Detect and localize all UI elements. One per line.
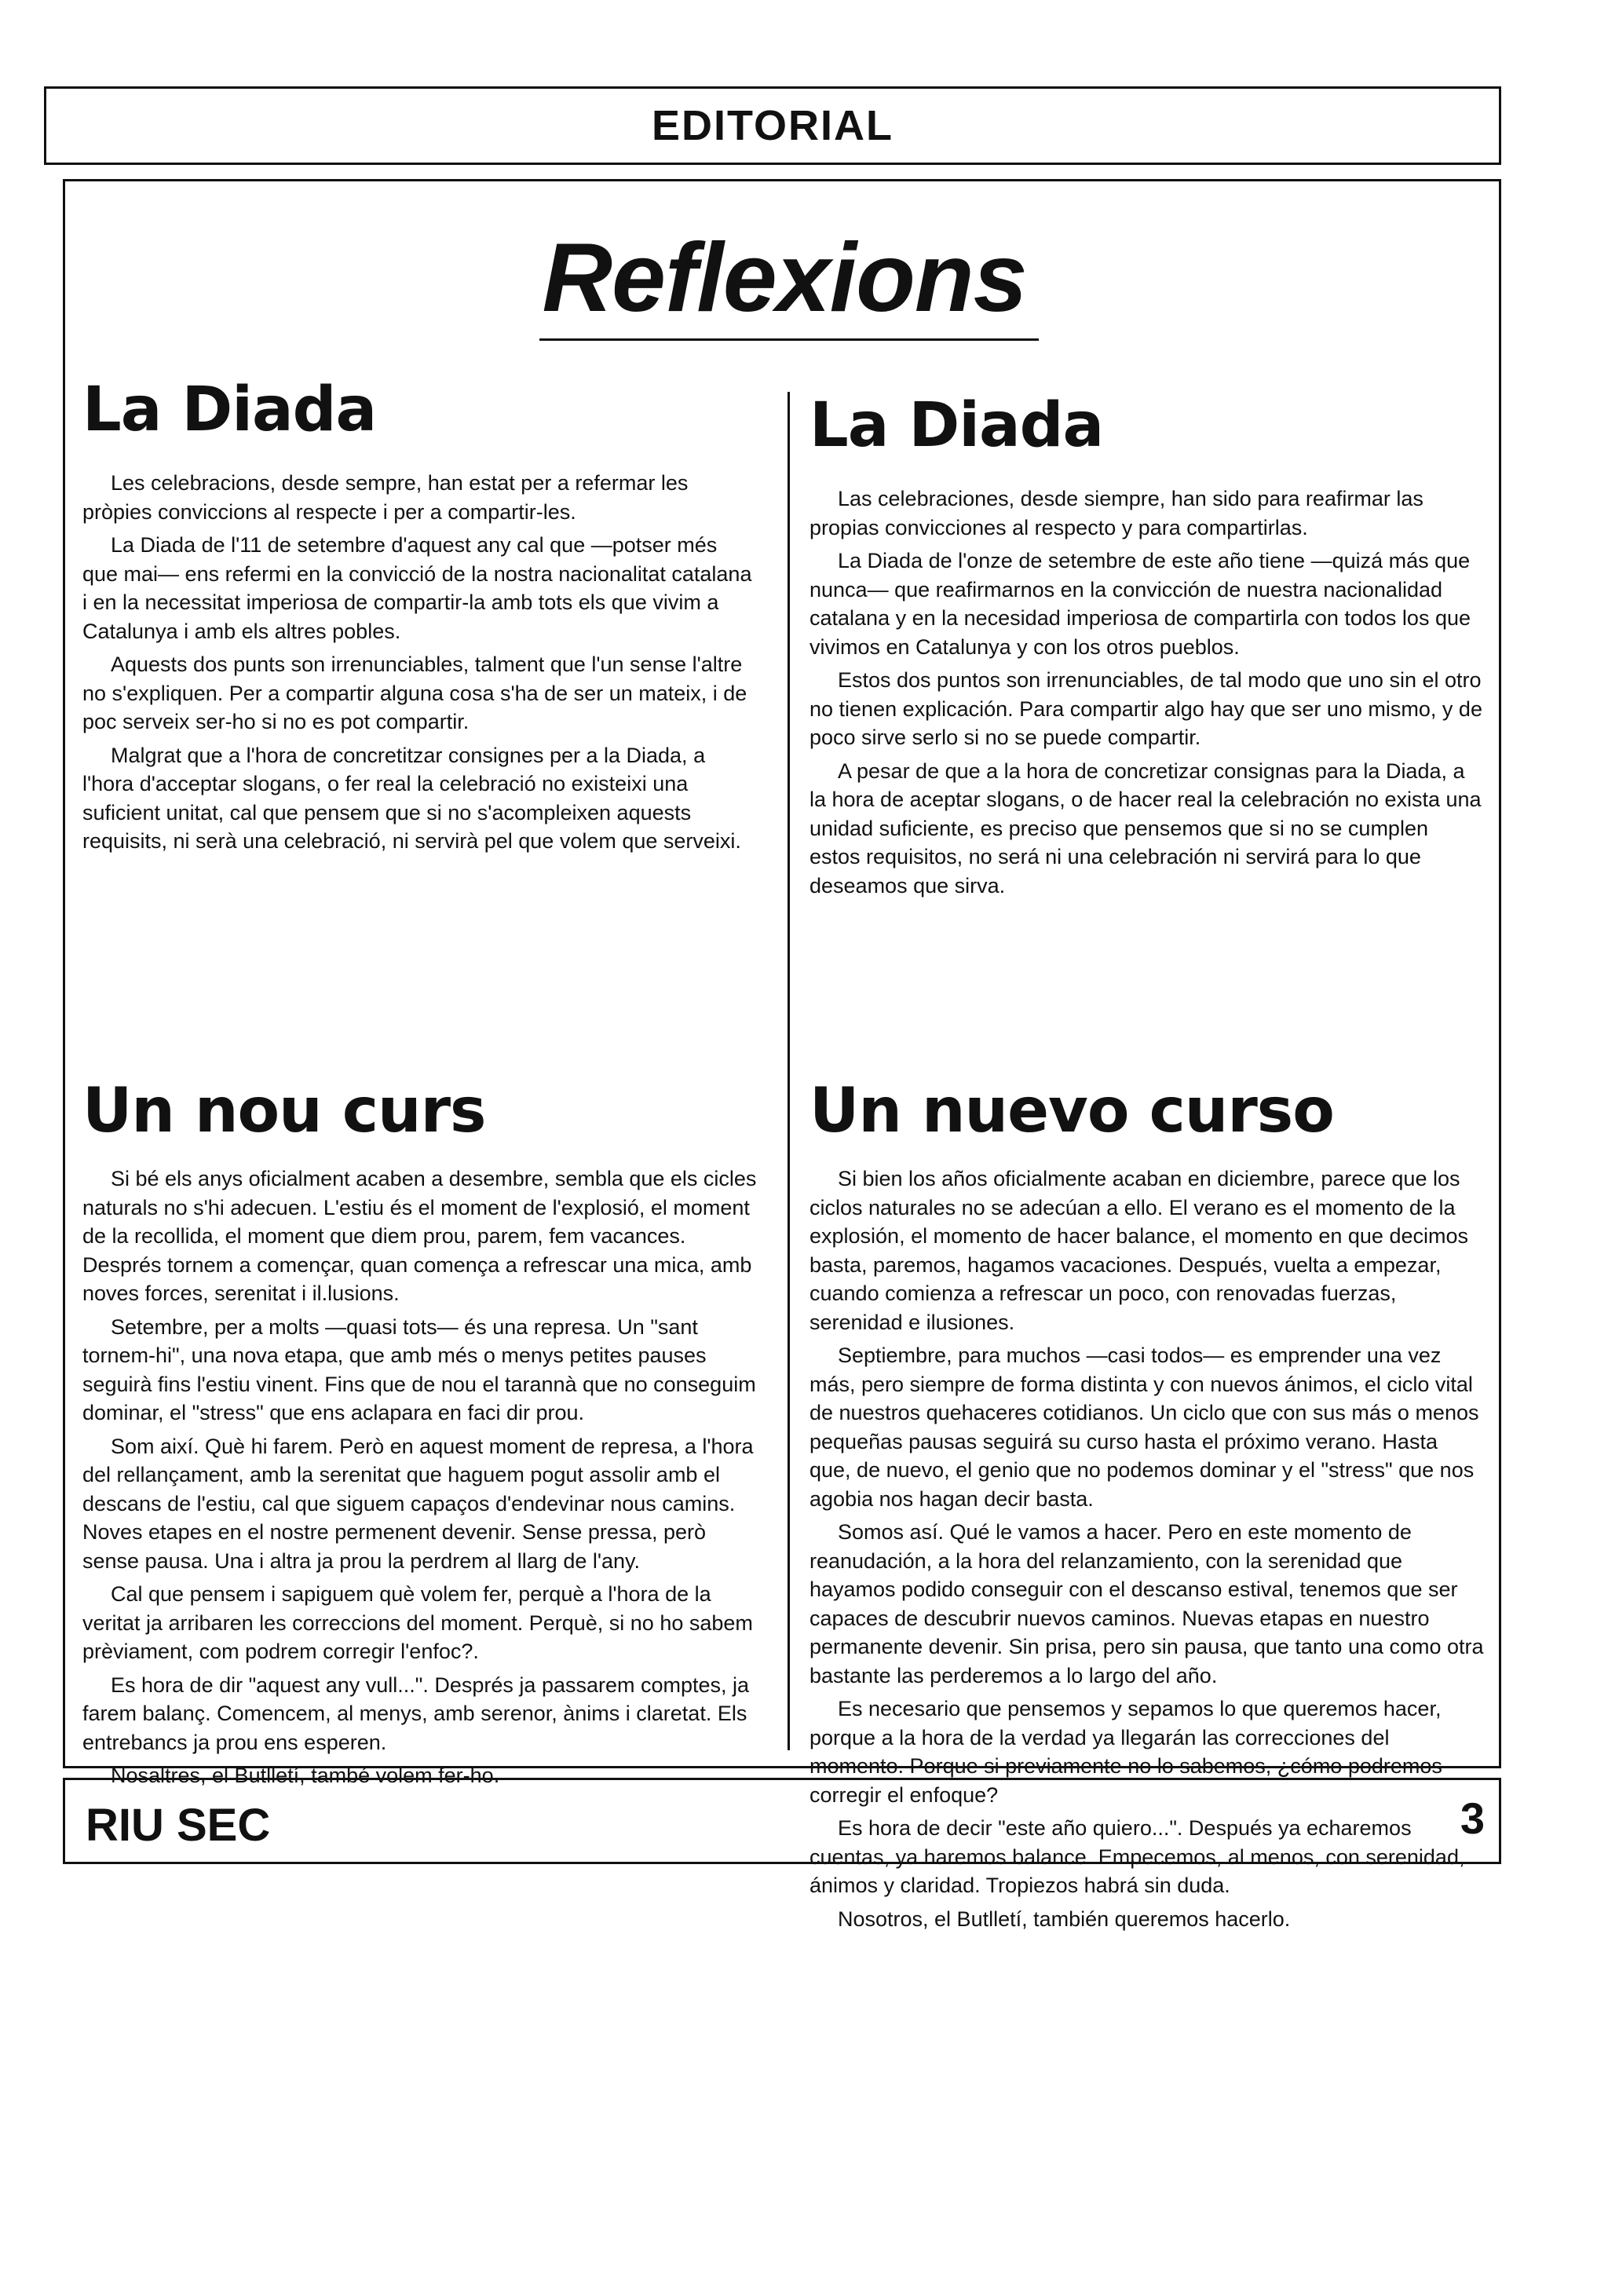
paragraph: Som així. Què hi farem. Però en aquest moment de represa, a l'hora del rellançament, amb la serenitat que haguem pogut assolir amb el descans de l'estiu, cal que siguem capaços d'endevinar nous camins. Noves etapes en el nostre permenent devenir. Sense pressa, però sense pausa. Una i altra ja prou la perdrem al llarg de l'any. [82, 1434, 754, 1573]
spanish-heading-un-nuevo-curso: Un nuevo curso [809, 1076, 1334, 1146]
page-footer [63, 1778, 1501, 1864]
paragraph: Las celebraciones, desde siempre, han sido para reafirmar las propias convicciones al respecto y para compartirlas. [809, 487, 1423, 539]
paragraph: Es hora de dir "aquest any vull...". Després ja passarem comptes, ja farem balanç. Comencem, al menys, amb serenor, ànims i claretat. Els entrebancs ja prou ens esperen. [82, 1673, 750, 1754]
catalan-un-nou-curs-text [82, 1164, 758, 1795]
paragraph: Nosotros, el Butlletí, también queremos hacerlo. [838, 1907, 1291, 1931]
catalan-la-diada-text [82, 469, 758, 861]
column-divider [788, 392, 790, 1750]
section-header [44, 86, 1501, 165]
paragraph: La Diada de l'onze de setembre de este año tiene —quizá más que nunca— que reafirmarnos en la convicción de nuestra nacionalidad catalana y en la necesidad imperiosa de compartirla con todos los que vivimos en Catalunya y con los otros pueblos. [809, 549, 1471, 659]
paragraph: Si bien los años oficialmente acaban en diciembre, parece que los ciclos naturales no se adecúan a ello. El verano es el momento de la explosión, el momento de hacer balance, el momento en que decimos basta, paremos, hagamos vacaciones. Después, vuelta a empezar, cuando comienza a refrescar un poco, con renovadas fuerzas, serenidad e ilusiones. [809, 1167, 1468, 1334]
paragraph: A pesar de que a la hora de concretizar consignas para la Diada, a la hora de aceptar slogans, o de hacer real la celebración no exista una unidad suficiente, es preciso que pensemos que si no se cumplen estos requisitos, no será ni una celebración ni servirá para lo que deseamos que sirva. [809, 759, 1482, 898]
paragraph: Somos así. Qué le vamos a hacer. Pero en este momento de reanudación, a la hora del relanzamiento, con la serenidad que hayamos podido conseguir con el descanso estival, tenemos que ser capaces de descubrir nuevos caminos. Nuevas etapas en nuestro permanente devenir. Sin prisa, pero sin pausa, que tanto una como otra bastante las perderemos a lo largo del año. [809, 1520, 1484, 1687]
paragraph: Septiembre, para muchos —casi todos— es emprender una vez más, pero siempre de forma distinta y con nuevos ánimos, el ciclo vital de nuestros quehaceres cotidianos. Un ciclo que con sus más o menos pequeñas pausas seguirá su curso hasta el próximo verano. Hasta que, de nuevo, el genio que no podemos dominar y el "stress" que nos agobia nos hagan decir basta. [809, 1344, 1479, 1511]
section-label: EDITORIAL [651, 102, 894, 149]
paragraph: Malgrat que a l'hora de concretitzar consignes per a la Diada, a l'hora d'acceptar slogans, o fer real la celebració no existeixi una suficient unitat, cal que pensem que si no s'acompleixen aquests requisits, ni serà una celebració, ni servirà pel que volem que serveixi. [82, 743, 741, 853]
paragraph: Les celebracions, desde sempre, han estat per a refermar les pròpies conviccions al respecte i per a compartir-les. [82, 471, 689, 524]
paragraph: Es necesario que pensemos y sepamos lo que queremos hacer, porque a la hora de la verdad ya llegarán las correcciones del momento. Porque si previamente no lo sabemos, ¿cómo podremos corregir el enfoque? [809, 1697, 1442, 1807]
paragraph: Si bé els anys oficialment acaben a desembre, sembla que els cicles naturals no s'hi adecuen. L'estiu és el moment de l'explosió, el moment de la recollida, el moment que diem prou, parem, fem vacances. Després tornem a començar, quan comença a refrescar una mica, amb noves forces, serenitat i il.lusions. [82, 1167, 757, 1305]
catalan-heading-un-nou-curs: Un nou curs [82, 1076, 486, 1146]
catalan-heading-la-diada: La Diada [82, 375, 377, 445]
paragraph: Aquests dos punts son irrenunciables, talment que l'un sense l'altre no s'expliquen. Per a compartir alguna cosa s'ha de ser un mateix, i de poc serveix ser-ho si no es pot compartir. [82, 653, 747, 733]
paragraph: Setembre, per a molts —quasi tots— és una represa. Un "sant tornem-hi", una nova etapa, que amb més o menys petites pauses seguirà fins l'estiu vinent. Fins que de nou el tarannà que no conseguim dominar, el "stress" que ens aclapara en faci dir prou. [82, 1314, 756, 1424]
paragraph: Nosaltres, el Butlletí, també volem fer-ho. [111, 1764, 500, 1787]
paragraph: Es hora de decir "este año quiero...". Después ya echaremos cuentas, ya haremos balance. Empecemos, al menos, con serenidad, ánimos y claridad. Tropiezos habrá sin duda. [809, 1816, 1465, 1897]
spanish-heading-la-diada: La Diada [809, 390, 1104, 461]
spanish-la-diada-text [809, 484, 1485, 905]
page-number: 3 [1460, 1793, 1485, 1843]
paragraph: Estos dos puntos son irrenunciables, de tal modo que uno sin el otro no tienen explicación. Para compartir algo hay que ser uno mismo, y de poco sirve serlo si no se puede compartir. [809, 668, 1482, 749]
main-title: Reflexions [542, 224, 1027, 332]
publication-name: RIU SEC [86, 1800, 271, 1851]
title-underline [539, 338, 1039, 341]
paragraph: Cal que pensem i sapiguem què volem fer, perquè a l'hora de la veritat ja arribaren les correccions del moment. Perquè, si no ho sabem prèviament, com podrem corregir l'enfoc?. [82, 1582, 753, 1663]
paragraph: La Diada de l'11 de setembre d'aquest any cal que —potser més que mai— ens refermi en la convicció de la nostra nacionalitat catalana i en la necessitat imperiosa de compartir-la amb tots els que vivim a Catalunya i amb els altres pobles. [82, 533, 752, 643]
